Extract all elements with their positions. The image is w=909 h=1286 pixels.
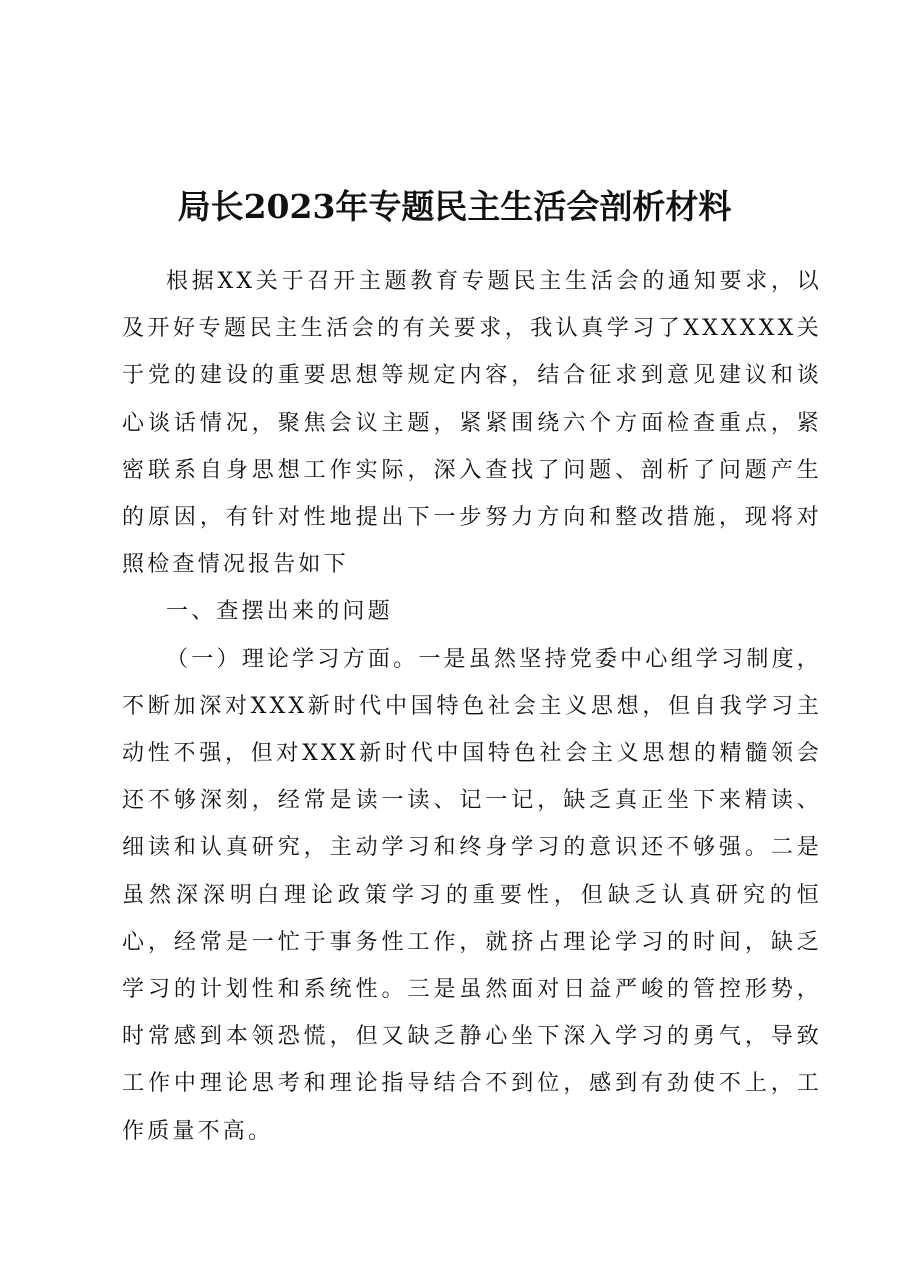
theory-study-paragraph: （一）理论学习方面。一是虽然坚持党委中心组学习制度，不断加深对XXX新时代中国特色社会主义思想，但自我学习主动性不强，但对XXX新时代中国特色社会主义思想的精髓领会还不够深刻，经常是读一读、记一记，缺乏真正坐下来精读、细读和认真研究，主动学习和终身学习的意识还不够强。二是虽然深深明白理论政策学习的重要性，但缺乏认真研究的恒心，经常是一忙于事务性工作，就挤占理论学习的时间，缺乏学习的计划性和系统性。三是虽然面对日益严峻的管控形势，时常感到本领恐慌，但又缺乏静心坐下深入学习的勇气，导致工作中理论思考和理论指导结合不到位，感到有劲使不上，工作质量不高。 xyxy=(122,646,822,1144)
document-body xyxy=(122,258,822,1155)
intro-paragraph: 根据XX关于召开主题教育专题民主生活会的通知要求，以及开好专题民主生活会的有关要求，我认真学习了XXXXXX关于党的建设的重要思想等规定内容，结合征求到意见建议和谈心谈话情况，聚焦会议主题，紧紧围绕六个方面检查重点，紧密联系自身思想工作实际，深入查找了问题、剖析了问题产生的原因，有针对性地提出下一步努力方向和整改措施，现将对照检查情况报告如下 xyxy=(122,269,822,578)
document-title: 局长2023年专题民主生活会剖析材料 xyxy=(177,187,732,226)
section-heading: 一、查摆出来的问题 xyxy=(166,599,393,625)
